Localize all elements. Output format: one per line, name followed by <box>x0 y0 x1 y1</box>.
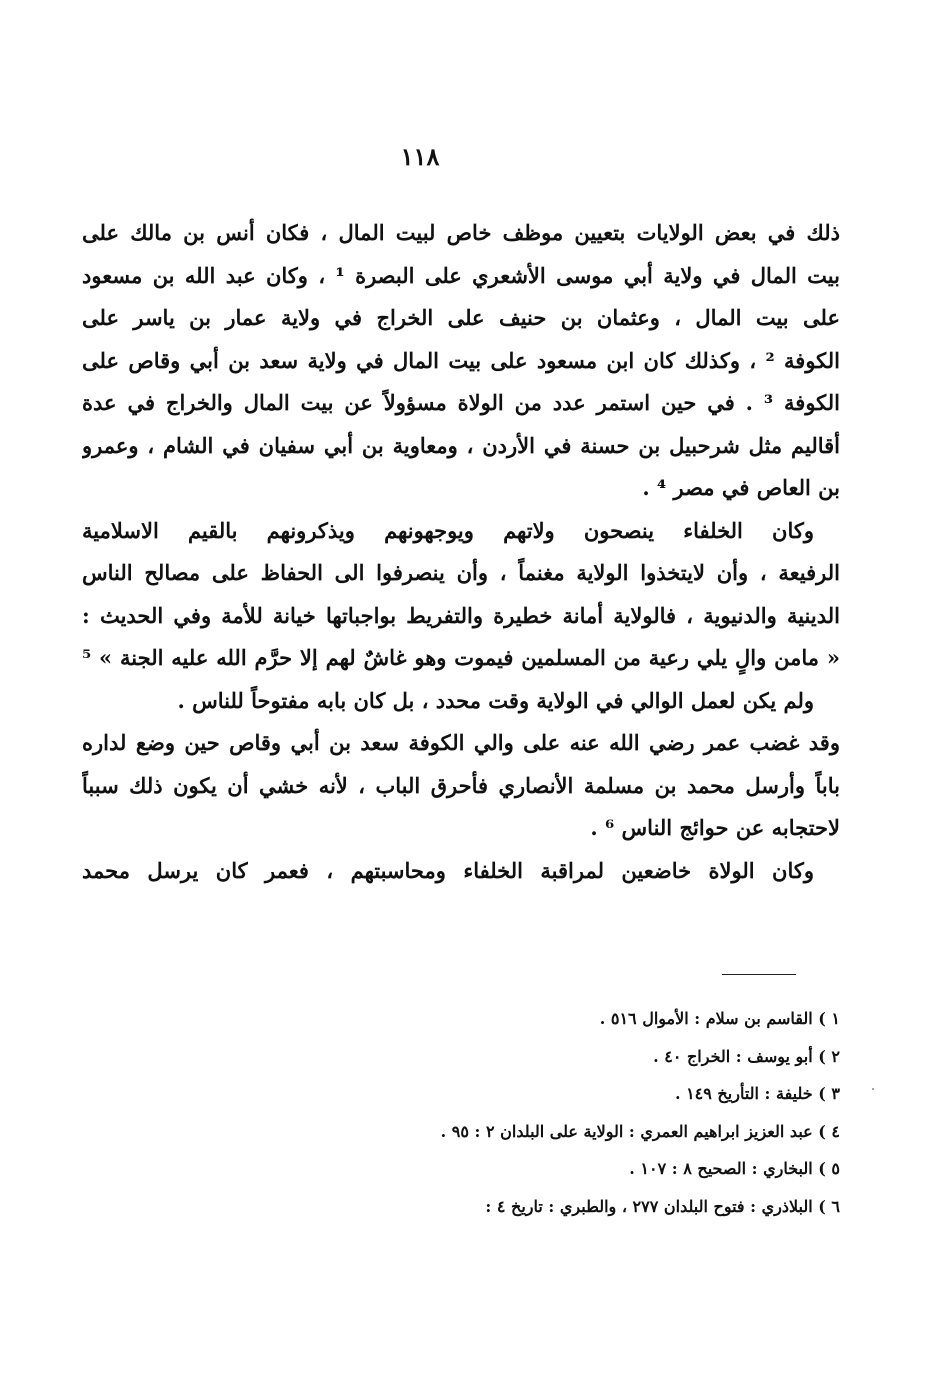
footnote: ١ ) القاسم بن سلام : الأموال ٥١٦ . <box>599 1009 840 1028</box>
body-line: بن العاص في مصر ⁴ . <box>642 475 840 500</box>
body-line: الكوفة ³ . في حين استمر عدد من الولاة مسؤولاً عن بيت المال والخراج في عدة <box>82 390 840 415</box>
footnote: ٤ ) عبد العزيز ابراهيم العمري : الولاية على البلدان ٢ : ٩٥ . <box>440 1121 840 1141</box>
body-line: وكان الخلفاء ينصحون ولاتهم ويوجهونهم ويذكرونهم بالقيم الاسلامية <box>82 517 814 543</box>
body-line: وقد غضب عمر رضي الله عنه على والي الكوفة سعد بن أبي وقاص حين وضع لداره <box>82 730 840 755</box>
body-text <box>82 212 840 892</box>
footnote: ٣ ) خليفة : التأريخ ١٤٩ . <box>674 1084 840 1103</box>
footnote: ٦ ) البلاذري : فتوح البلدان ٢٧٧ ، والطبري : تاريخ ٤ : <box>485 1196 840 1216</box>
body-line: أقاليم مثل شرحبيل بن حسنة في الأردن ، ومعاوية بن أبي سفيان في الشام ، وعمرو <box>82 432 840 458</box>
body-line: ولم يكن لعمل الوالي في الولاية وقت محدد ، بل كان بابه مفتوحاً للناس . <box>177 687 814 713</box>
body-line: وكان الولاة خاضعين لمراقبة الخلفاء ومحاسبتهم ، فعمر كان يرسل محمد <box>82 857 814 883</box>
body-line: على بيت المال ، وعثمان بن حنيف على الخراج في ولاية عمار بن ياسر على <box>82 305 840 330</box>
footnote: ٢ ) أبو يوسف : الخراج ٤٠ . <box>653 1046 840 1066</box>
footnote: ٥ ) البخاري : الصحيح ٨ : ١٠٧ . <box>629 1159 840 1178</box>
page-number: ١١٨ <box>400 142 440 171</box>
body-line: الدينية والدنيوية ، فالولاية أمانة خطيرة والتفريط بواجباتها خيانة للأمة وفي الحديث : <box>82 602 840 628</box>
footnote-separator <box>722 974 796 975</box>
body-line: ذلك في بعض الولايات بتعيين موظف خاص لبيت المال ، فكان أنس بن مالك على <box>82 220 840 245</box>
body-line: الكوفة ² ، وكذلك كان ابن مسعود على بيت المال في ولاية سعد بن أبي وقاص على <box>82 347 840 373</box>
body-line: بيت المال في ولاية أبي موسى الأشعري على البصرة ¹ ، وكان عبد الله بن مسعود <box>82 262 840 288</box>
body-line: « مامن والٍ يلي رعية من المسلمين فيموت وهو غاشٌ لهم إلا حرَّم الله عليه الجنة » ⁵ <box>82 645 840 670</box>
body-line: الرفيعة ، وأن لايتخذوا الولاية مغنماً ، وأن ينصرفوا الى الحفاظ على مصالح الناس <box>82 560 840 585</box>
footnotes <box>200 1000 840 1225</box>
scan-speck <box>872 1088 874 1090</box>
body-line: باباً وأرسل محمد بن مسلمة الأنصاري فأحرق الباب ، لأنه خشي أن يكون ذلك سبباً <box>82 772 840 798</box>
body-line: لاحتجابه عن حوائج الناس ⁶ . <box>590 815 840 840</box>
